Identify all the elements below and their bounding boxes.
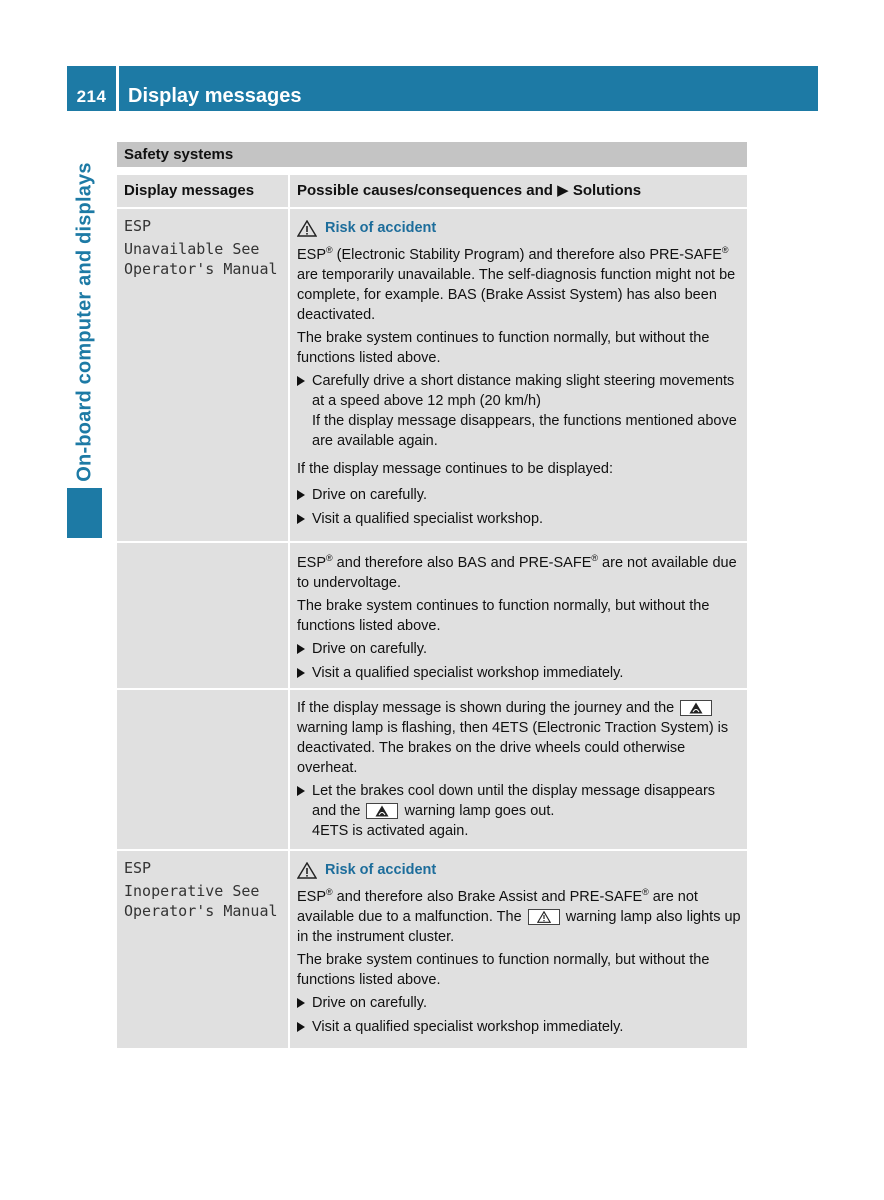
risk-warning-label: Risk of accident (325, 220, 437, 236)
paragraph: The brake system continues to function normally, but without the functions listed above. (297, 598, 710, 634)
header-divider (116, 66, 119, 111)
action-step: Carefully drive a short distance making slight steering movements at a speed above 12 mph (20 km/h) If the display message disappears, the functions mentioned above are available again. (297, 371, 741, 451)
column-header-solutions: Possible causes/consequences and ▶ Solutions (290, 175, 747, 207)
chapter-tab-marker (67, 488, 102, 538)
section-title: Safety systems (117, 142, 747, 167)
message-cell (117, 851, 288, 1048)
bullet-arrow-icon (297, 1022, 305, 1032)
message-line: Inoperative See Operator's Manual (124, 882, 278, 920)
paragraph: If the display message continues to be displayed: (297, 461, 613, 477)
message-cell (117, 690, 288, 849)
bullet-arrow-icon (297, 644, 305, 654)
table-row (117, 209, 747, 541)
bullet-arrow-icon (297, 514, 305, 524)
action-step: Drive on carefully. (297, 485, 741, 505)
table-row (117, 851, 747, 1048)
paragraph: ESP® and therefore also Brake Assist and PRE-SAFE® are not available due to a malfunction. The warning lamp also lights up in the instrument cluster. (297, 887, 741, 945)
table-row (117, 690, 747, 849)
table-header-row (117, 175, 747, 207)
traction-warning-lamp-icon (680, 700, 712, 716)
solution-cell (290, 690, 747, 849)
message-line: Unavailable See Operator's Manual (124, 240, 278, 278)
message-line: ESP (124, 217, 152, 235)
action-step: Drive on carefully. (297, 993, 741, 1013)
warning-triangle-icon (297, 862, 317, 879)
chapter-side-label: On-board computer and displays (73, 162, 96, 482)
action-step: Visit a qualified specialist workshop immediately. (297, 1017, 741, 1037)
action-step: Let the brakes cool down until the display message disappears and the warning lamp goes out. 4ETS is activated again. (297, 781, 741, 841)
bullet-arrow-icon (297, 668, 305, 678)
warning-lamp-icon (528, 909, 560, 925)
solution-cell (290, 209, 747, 541)
paragraph: ESP® (Electronic Stability Program) and therefore also PRE-SAFE® are temporarily unavailable. The self-diagnosis function might not be complete, for example. BAS (Brake Assist System) has also been deactivated. (297, 245, 736, 323)
paragraph: The brake system continues to function normally, but without the functions listed above. (297, 330, 710, 366)
display-messages-table (117, 142, 747, 1048)
bullet-arrow-icon (297, 998, 305, 1008)
action-step: Visit a qualified specialist workshop. (297, 509, 741, 529)
traction-warning-lamp-icon (366, 803, 398, 819)
action-step: Drive on carefully. (297, 639, 741, 659)
message-cell (117, 543, 288, 688)
paragraph: The brake system continues to function normally, but without the functions listed above. (297, 952, 710, 988)
bullet-arrow-icon (297, 376, 305, 386)
bullet-arrow-icon (297, 490, 305, 500)
page-header (67, 66, 818, 111)
solution-cell (290, 851, 747, 1048)
paragraph: ESP® and therefore also BAS and PRE-SAFE® are not available due to undervoltage. (297, 553, 737, 591)
risk-warning (297, 860, 741, 880)
table-row (117, 543, 747, 688)
bullet-arrow-icon (297, 786, 305, 796)
risk-warning-label: Risk of accident (325, 862, 437, 878)
warning-triangle-icon (297, 220, 317, 237)
message-cell (117, 209, 288, 541)
column-header-messages: Display messages (117, 175, 288, 207)
message-line: ESP (124, 859, 152, 877)
paragraph: If the display message is shown during the journey and the warning lamp is flashing, then 4ETS (Electronic Traction System) is deactivated. The brakes on the drive wheels could otherwise overheat. (297, 700, 729, 776)
solution-cell (290, 543, 747, 688)
risk-warning (297, 218, 741, 238)
action-step: Visit a qualified specialist workshop immediately. (297, 663, 741, 683)
page-title: Display messages (128, 85, 302, 107)
page-number: 214 (76, 87, 107, 106)
